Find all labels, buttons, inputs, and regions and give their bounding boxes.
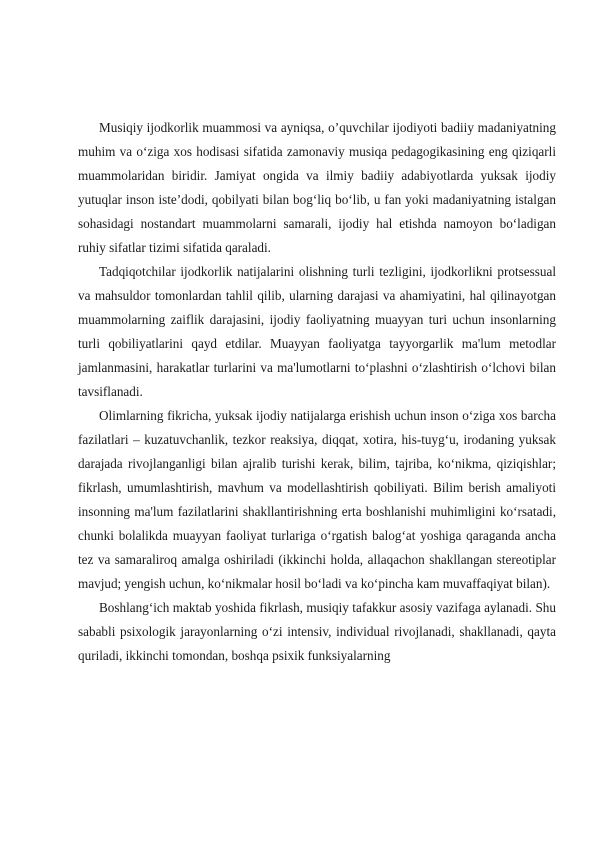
paragraph-1: Musiqiy ijodkorlik muammosi va ayniqsa, o’quvchilar ijodiyoti badiiy madaniyatning muhim va o‘ziga xos hodisasi sifatida zamonaviy musiqa pedagogikasining eng qiziqarli muammolaridan biridir. Jamiyat ongida va ilmiy badiiy adabiyotlarda yuksak ijodiy yutuqlar inson iste’dodi, qobilyati bilan bog‘liq bo‘lib, u fan yoki madaniyatning istalgan sohasidagi nostandart muammolarni samarali, ijodiy hal etishda namoyon bo‘ladigan ruhiy sifatlar tizimi sifatida qaraladi. xyxy=(78,120,556,255)
paragraph-2: Tadqiqotchilar ijodkorlik natijalarini olishning turli tezligini, ijodkorlikni protsessual va mahsuldor tomonlardan tahlil qilib, ularning darajasi va ahamiyatini, hal qilinayotgan muammolarning zaiflik darajasini, ijodiy faoliyatning muayyan turi uchun insonlarning turli qobiliyatlarini qayd etdilar. Muayyan faoliyatga tayyorgarlik ma'lum metodlar jamlanmasini, harakatlar turlarini va ma'lumotlarni to‘plashni o‘zlashtirish o‘lchovi bilan tavsiflanadi. xyxy=(78,264,556,399)
document-page xyxy=(78,116,556,668)
paragraph-3: Olimlarning fikricha, yuksak ijodiy natijalarga erishish uchun inson o‘ziga xos barcha fazilatlari – kuzatuvchanlik, tezkor reaksiya, diqqat, xotira, his-tuyg‘u, irodaning yuksak darajada rivojlanganligi bilan ajralib turishi kerak, bilim, tajriba, ko‘nikma, qiziqishlar; fikrlash, umumlashtirish, mavhum va modellashtirish qobiliyati. Bilim berish amaliyoti insonning ma'lum fazilatlarini shakllantirishning erta boshlanishi muhimligini ko‘rsatadi, chunki bolalikda muayyan faoliyat turlariga o‘rgatish balog‘at yoshiga qaraganda ancha tez va samaraliroq amalga oshiriladi (ikkinchi holda, allaqachon shakllangan stereotiplar mavjud; yengish uchun, ko‘nikmalar hosil bo‘ladi va ko‘pincha kam muvaffaqiyat bilan). xyxy=(78,408,556,591)
paragraph-4: Boshlang‘ich maktab yoshida fikrlash, musiqiy tafakkur asosiy vazifaga aylanadi. Shu sababli psixologik jarayonlarning o‘zi intensiv, individual rivojlanadi, shakllanadi, qayta quriladi, ikkinchi tomondan, boshqa psixik funksiyalarning xyxy=(78,600,556,663)
